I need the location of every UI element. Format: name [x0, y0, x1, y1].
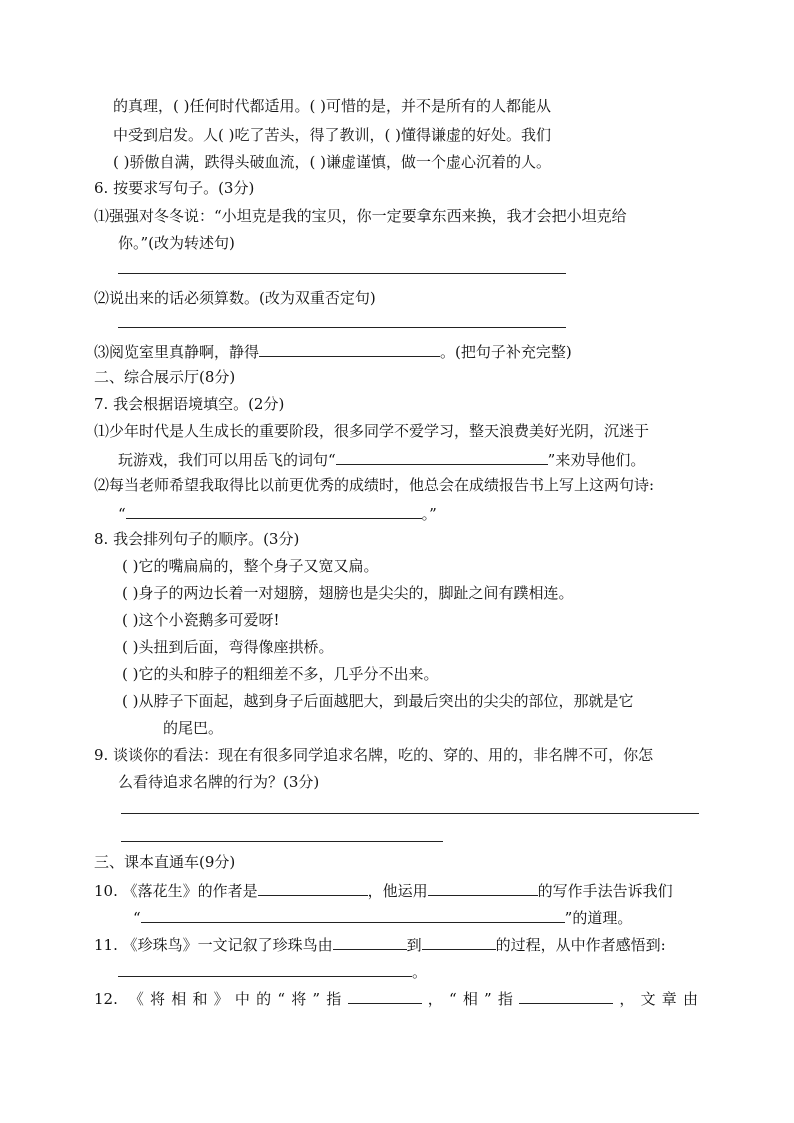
q8-item — [122, 664, 439, 684]
q11-line1 — [94, 933, 666, 955]
q7-item1-line2 — [118, 448, 645, 470]
q8-order-blank[interactable]: ( ) — [122, 692, 139, 710]
q8-item — [122, 691, 634, 711]
q7-item1-line2-post: ”来劝导他们。 — [547, 451, 646, 469]
q9-line2: 么看待追求名牌的行为？(3分) — [118, 773, 320, 791]
q11-line2-post: 。 — [412, 963, 428, 981]
q8-heading: 8. 我会排列句子的顺序。(3分) — [94, 530, 300, 548]
q6-item1-answer-line[interactable] — [118, 273, 566, 274]
q8-item — [122, 556, 379, 576]
q5-line1: 的真理，( )任何时代都适用。( )可惜的是，并不是所有的人都能从 — [113, 97, 551, 115]
q6-item1-line2: 你。”(改为转述句) — [118, 234, 235, 252]
q7-item2-blank[interactable] — [126, 502, 422, 519]
q8-order-blank[interactable]: ( ) — [122, 611, 139, 629]
q7-item1-line1: ⑴少年时代是人生成长的重要阶段，很多同学不爱学习，整天浪费美好光阴，沉迷于 — [94, 422, 650, 440]
q10-line2 — [133, 906, 632, 928]
q8-item-text: 它的嘴扁扁的，整个身子又宽又扁。 — [138, 557, 379, 575]
q10-reason-blank[interactable] — [141, 906, 565, 923]
q7-heading: 7. 我会根据语境填空。(2分) — [94, 395, 285, 413]
q8-item — [122, 637, 334, 657]
q6-item3-post: 。(把句子补充完整) — [440, 343, 572, 361]
q10-author-blank[interactable] — [258, 879, 368, 896]
q9-answer-line[interactable] — [121, 813, 699, 814]
q10-line2-pre: “ — [133, 909, 141, 927]
q11-text-a: 11. 《珍珠鸟》一文记叙了珍珠鸟由 — [94, 936, 333, 954]
q7-item2-line2-pre: “ — [118, 505, 126, 523]
q6-item3-pre: ⑶阅览室里真静啊，静得 — [94, 343, 260, 361]
q9-answer-line[interactable] — [121, 841, 443, 842]
q12-text-a: 12. 《将相和》中的“将”指 — [94, 990, 348, 1008]
q8-item-text: 身子的两边长着一对翅膀，翅膀也是尖尖的，脚趾之间有蹼相连。 — [138, 584, 574, 602]
q8-item — [122, 610, 280, 630]
q5-line3: ( )骄傲自满，跌得头破血流，( )谦虚谨慎，做一个虚心沉着的人。 — [113, 153, 551, 171]
q12-minister-blank[interactable] — [519, 987, 613, 1004]
q7-item1-blank[interactable] — [336, 448, 548, 465]
q6-item3-blank[interactable] — [259, 340, 440, 357]
q10-text-c: 的写作手法告诉我们 — [537, 882, 673, 900]
q8-item6-cont: 的尾巴。 — [163, 719, 224, 737]
q11-text-c: 的过程，从中作者感悟到: — [495, 936, 666, 954]
q10-technique-blank[interactable] — [428, 879, 538, 896]
q5-line2: 中受到启发。人( )吃了苦头，得了教训，( )懂得谦虚的好处。我们 — [113, 126, 551, 144]
q12-text-c: ，文章由 — [613, 990, 698, 1008]
q6-item2-answer-line[interactable] — [118, 327, 566, 328]
q8-item-text: 头扭到后面，弯得像座拱桥。 — [138, 638, 334, 656]
q7-item2-line1: ⑵每当老师希望我取得比以前更优秀的成绩时，他总会在成绩报告书上写上这两句诗: — [94, 476, 655, 494]
q10-line1 — [94, 879, 673, 901]
q9-line1: 9. 谈谈你的看法：现在有很多同学追求名牌，吃的、穿的、用的，非名牌不可，你怎 — [94, 746, 654, 764]
q6-item3 — [94, 340, 572, 362]
q7-item2-line2 — [118, 502, 437, 524]
q10-line2-post: ”的道理。 — [564, 909, 633, 927]
q6-item1-line1: ⑴强强对冬冬说：“小坦克是我的宝贝，你一定要拿东西来换，我才会把小坦克给 — [94, 207, 627, 225]
q11-insight-blank[interactable] — [118, 960, 412, 977]
q12-general-blank[interactable] — [348, 987, 422, 1004]
q8-order-blank[interactable]: ( ) — [122, 557, 139, 575]
q8-order-blank[interactable]: ( ) — [122, 665, 139, 683]
q8-order-blank[interactable]: ( ) — [122, 584, 139, 602]
q11-text-b: 到 — [406, 936, 422, 954]
q7-item1-line2-pre: 玩游戏，我们可以用岳飞的词句“ — [118, 451, 336, 469]
q8-order-blank[interactable]: ( ) — [122, 638, 139, 656]
q10-text-b: ，他运用 — [367, 882, 428, 900]
q11-from-blank[interactable] — [333, 933, 407, 950]
q12-line1 — [94, 987, 698, 1009]
q7-item2-line2-post: 。” — [421, 505, 437, 523]
q12-text-b: ，“相”指 — [421, 990, 520, 1008]
q10-text-a: 10. 《落花生》的作者是 — [94, 882, 258, 900]
q11-to-blank[interactable] — [422, 933, 496, 950]
q8-item-text: 从脖子下面起，越到身子后面越肥大，到最后突出的尖尖的部位，那就是它 — [138, 692, 634, 710]
section2-heading: 二、综合展示厅(8分) — [94, 368, 236, 386]
q6-heading: 6. 按要求写句子。(3分) — [94, 179, 255, 197]
q8-item — [122, 583, 574, 603]
q8-item-text: 它的头和脖子的粗细差不多，几乎分不出来。 — [138, 665, 439, 683]
q11-line2 — [118, 960, 427, 982]
section3-heading: 三、课本直通车(9分) — [94, 853, 236, 871]
q8-item-text: 这个小瓷鹅多可爱呀! — [138, 611, 280, 629]
q6-item2: ⑵说出来的话必须算数。(改为双重否定句) — [94, 289, 376, 307]
